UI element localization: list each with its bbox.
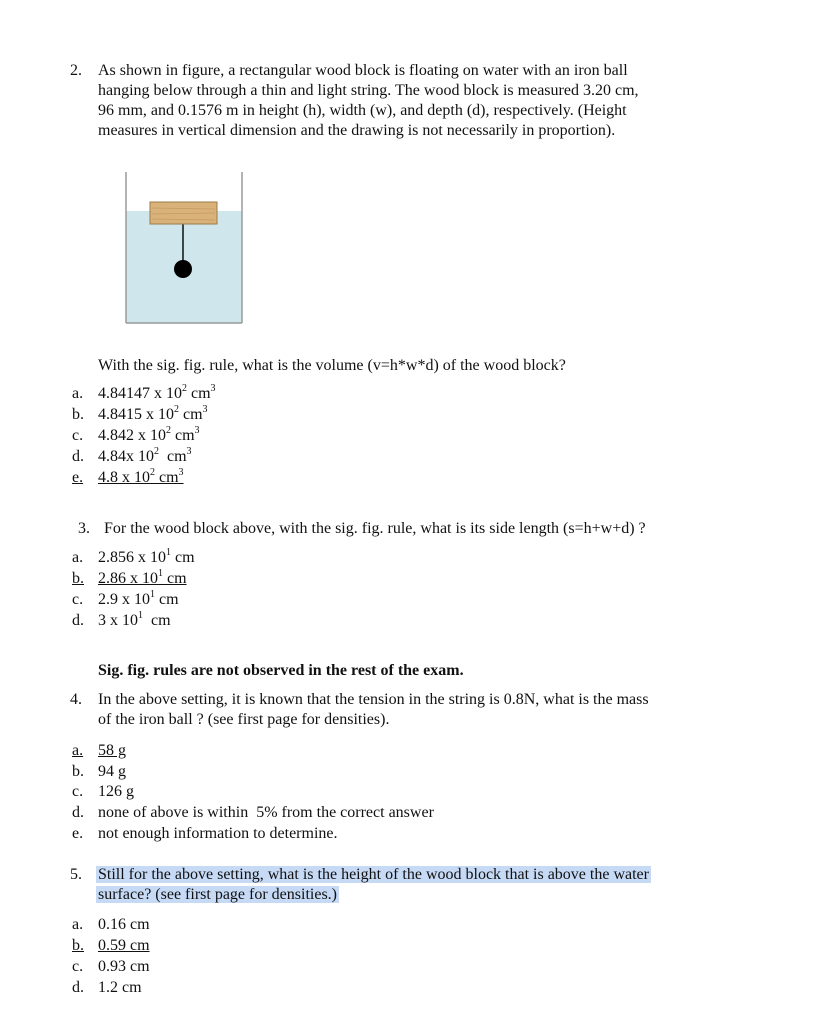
iron-ball — [174, 260, 192, 278]
q2-option-e-letter: e. — [72, 469, 84, 486]
beaker-figure — [118, 168, 250, 330]
q4-option-e: not enough information to determine. — [98, 825, 338, 842]
q2-option-c: 4.842 x $10^2$ $cm^3$ — [98, 425, 200, 444]
q2-option-c-letter: c. — [72, 427, 84, 444]
q4-number: 4. — [70, 691, 82, 708]
q3-option-b: 2.86 x $10^1$ cm — [98, 568, 187, 587]
q2-line-3: 96 mm, and 0.1576 m in height (h), width (w), and depth (d), respectively. (Height — [98, 102, 627, 119]
q5-option-c-letter: c. — [72, 958, 84, 975]
q2-option-d-letter: d. — [72, 448, 84, 465]
q4-option-d-letter: d. — [72, 804, 84, 821]
q3-option-c: 2.9 x $10^1$ cm — [98, 589, 179, 608]
q3-option-a: 2.856 x $10^1$ cm — [98, 547, 195, 566]
q4-option-b-letter: b. — [72, 763, 84, 780]
q5-option-c: 0.93 cm — [98, 958, 150, 975]
q4-option-c: 126 g — [98, 783, 134, 800]
q3-question: For the wood block above, with the sig. fig. rule, what is its side length (s=h+w+d) ? — [104, 520, 646, 537]
q4-option-e-letter: e. — [72, 825, 84, 842]
q4-option-c-letter: c. — [72, 783, 84, 800]
q4-option-a: 58 g — [98, 742, 126, 759]
q2-line-1: As shown in figure, a rectangular wood block is floating on water with an iron ball — [98, 62, 628, 79]
q2-option-e: 4.8 x $10^2$ $cm^3$ — [98, 467, 184, 486]
q5-option-b-letter: b. — [72, 937, 84, 954]
q5-option-d: 1.2 cm — [98, 979, 142, 996]
q2-option-d: 4.84x $10^2$ $cm^3$ — [98, 446, 192, 465]
q5-number: 5. — [70, 866, 82, 883]
q2-option-b: 4.8415 x $10^2$ $cm^3$ — [98, 404, 208, 423]
q5-line-1: Still for the above setting, what is the height of the wood block that is above the water — [98, 866, 649, 883]
q3-option-a-letter: a. — [72, 549, 84, 566]
q2-option-a: 4.84147 x $10^2$ $cm^3$ — [98, 383, 216, 402]
q2-option-a-letter: a. — [72, 385, 84, 402]
q5-line-2: surface? (see first page for densities.) — [98, 886, 337, 903]
q5-option-a-letter: a. — [72, 916, 84, 933]
q5-option-d-letter: d. — [72, 979, 84, 996]
q4-option-a-letter: a. — [72, 742, 84, 759]
q4-option-b: 94 g — [98, 763, 126, 780]
q5-option-a: 0.16 cm — [98, 916, 150, 933]
sig-fig-note: Sig. fig. rules are not observed in the rest of the exam. — [98, 662, 464, 679]
q5-option-b: 0.59 cm — [98, 937, 150, 954]
q3-option-d-letter: d. — [72, 612, 84, 629]
q3-option-c-letter: c. — [72, 591, 84, 608]
q3-option-d: 3 x $10^1$ cm — [98, 610, 171, 629]
q2-option-b-letter: b. — [72, 406, 84, 423]
q2-question: With the sig. fig. rule, what is the volume (v=h*w*d) of the wood block? — [98, 357, 566, 374]
q2-number: 2. — [70, 62, 82, 79]
q3-option-b-letter: b. — [72, 570, 84, 587]
q4-option-d: none of above is within 5% from the correct answer — [98, 804, 434, 821]
q2-line-2: hanging below through a thin and light string. The wood block is measured 3.20 cm, — [98, 82, 639, 99]
q4-line-2: of the iron ball ? (see first page for densities). — [98, 711, 390, 728]
q3-number: 3. — [78, 520, 90, 537]
q4-line-1: In the above setting, it is known that the tension in the string is 0.8N, what is the mass — [98, 691, 649, 708]
q2-line-4: measures in vertical dimension and the drawing is not necessarily in proportion). — [98, 122, 616, 139]
